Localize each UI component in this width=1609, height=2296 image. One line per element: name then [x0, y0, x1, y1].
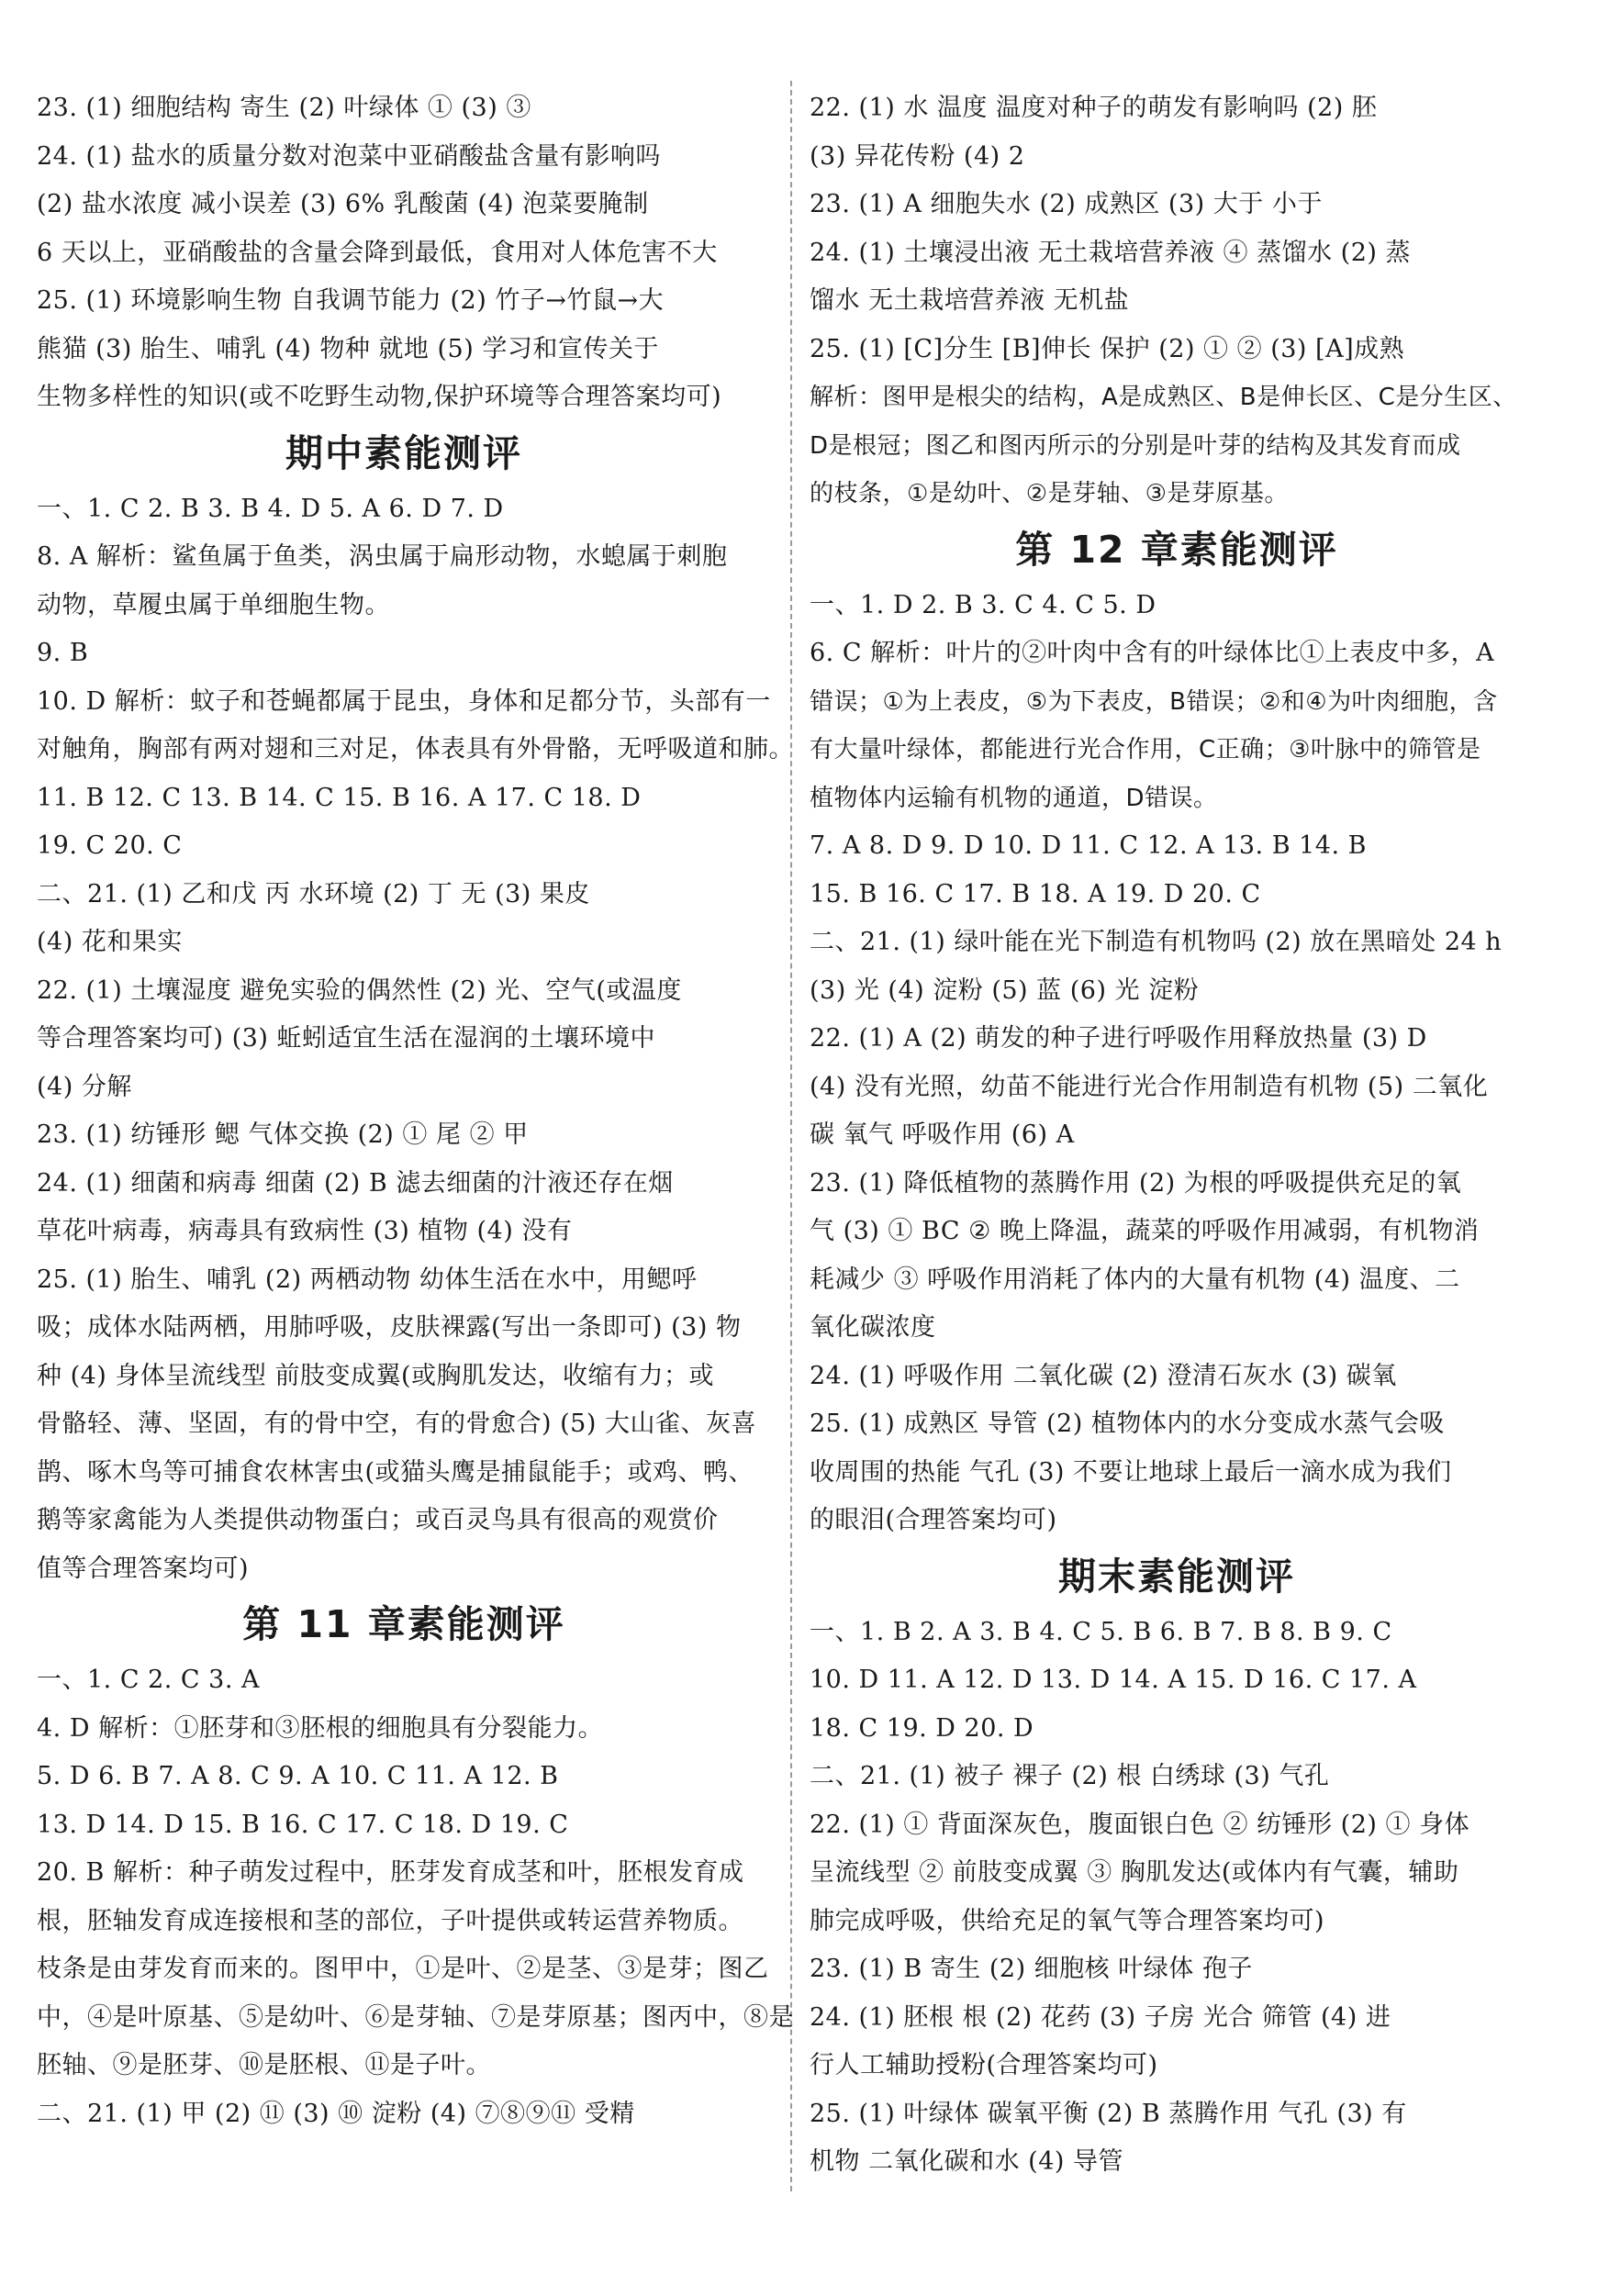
answer-line: 19. C 20. C	[37, 831, 183, 860]
answer-line: 一、1. B 2. A 3. B 4. C 5. B 6. B 7. B 8. B 9. C	[810, 1617, 1392, 1646]
answer-line: 二、21. (1) 甲 (2) ⑪ (3) ⑩ 淀粉 (4) ⑦⑧⑨⑪ 受精	[37, 2099, 635, 2128]
answer-line: 机物 二氧化碳和水 (4) 导管	[810, 2147, 1123, 2176]
answer-line: (4) 分解	[37, 1072, 132, 1101]
answer-line: 的枝条，①是幼叶、②是芽轴、③是芽原基。	[810, 480, 1289, 507]
section-title-midterm: 期中素能测评	[285, 430, 522, 475]
answer-line: 23. (1) 细胞结构 寄生 (2) 叶绿体 ① (3) ③	[37, 94, 531, 122]
answer-line: 错误；①为上表皮，⑤为下表皮，B错误；②和④为叶肉细胞，含	[810, 687, 1498, 716]
answer-line: 22. (1) 水 温度 温度对种子的萌发有影响吗 (2) 胚	[810, 94, 1378, 122]
answer-line: 25. (1) 环境影响生物 自我调节能力 (2) 竹子→竹鼠→大	[37, 286, 665, 315]
answer-line: 二、21. (1) 被子 裸子 (2) 根 白绣球 (3) 气孔	[810, 1762, 1330, 1790]
answer-line: 动物，草履虫属于单细胞生物。	[37, 590, 390, 619]
answer-line: (3) 异花传粉 (4) 2	[810, 141, 1025, 171]
answer-line: 24. (1) 盐水的质量分数对泡菜中亚硝酸盐含量有影响吗	[37, 141, 661, 171]
answer-line: 骨骼轻、薄、坚固，有的骨中空，有的骨愈合) (5) 大山雀、灰喜	[37, 1410, 756, 1438]
section-title-chapter-12: 第 12 章素能测评	[1015, 527, 1338, 572]
answer-line: 24. (1) 呼吸作用 二氧化碳 (2) 澄清石灰水 (3) 碳氧	[810, 1361, 1397, 1390]
answer-line: D是根冠；图乙和图丙所示的分别是叶芽的结构及其发育而成	[810, 431, 1461, 460]
answer-line: (4) 花和果实	[37, 928, 183, 956]
answer-line: (2) 盐水浓度 减小误差 (3) 6% 乳酸菌 (4) 泡菜要腌制	[37, 190, 649, 218]
answer-line: 20. B 解析：种子萌发过程中，胚芽发育成茎和叶，胚根发育成	[37, 1858, 744, 1887]
left-block-2	[37, 485, 794, 1594]
answer-line: 6 天以上，亚硝酸盐的含量会降到最低，食用对人体危害不大	[37, 238, 718, 267]
answer-line: (3) 光 (4) 淀粉 (5) 蓝 (6) 光 淀粉	[810, 975, 1200, 1005]
answer-line: 气 (3) ① BC ② 晚上降温，蔬菜的呼吸作用减弱，有机物消	[810, 1217, 1480, 1245]
answer-line: 22. (1) ① 背面深灰色，腹面银白色 ② 纺锤形 (2) ① 身体	[810, 1810, 1470, 1839]
answer-line: 11. B 12. C 13. B 14. C 15. B 16. A 17. C 18. D	[37, 783, 642, 812]
answer-line: 解析：图甲是根尖的结构，A是成熟区、B是伸长区、C是分生区、	[810, 384, 1517, 411]
answer-line: 24. (1) 土壤浸出液 无土栽培营养液 ④ 蒸馏水 (2) 蒸	[810, 238, 1412, 267]
answer-line: 9. B	[37, 639, 89, 667]
answer-line: 中，④是叶原基、⑤是幼叶、⑥是芽轴、⑦是芽原基；图丙中，⑧是	[37, 2002, 794, 2032]
left-column	[37, 84, 794, 2138]
answer-line: 鹊、啄木鸟等可捕食农林害虫(或猫头鹰是捕鼠能手；或鸡、鸭、	[37, 1457, 754, 1487]
answer-line: (4) 没有光照，幼苗不能进行光合作用制造有机物 (5) 二氧化	[810, 1072, 1489, 1101]
answer-line: 一、1. D 2. B 3. C 4. C 5. D	[810, 590, 1156, 619]
answer-line: 二、21. (1) 乙和戊 丙 水环境 (2) 丁 无 (3) 果皮	[37, 879, 590, 908]
answer-line: 24. (1) 细菌和病毒 细菌 (2) B 滤去细菌的汁液还存在烟	[37, 1168, 674, 1198]
answer-line: 22. (1) 土壤湿度 避免实验的偶然性 (2) 光、空气(或温度	[37, 975, 682, 1005]
left-block-1	[37, 84, 771, 422]
answer-line: 氧化碳浓度	[810, 1313, 936, 1342]
answer-line: 熊猫 (3) 胎生、哺乳 (4) 物种 就地 (5) 学习和宣传关于	[37, 334, 659, 363]
answer-line: 对触角，胸部有两对翅和三对足，体表具有外骨骼，无呼吸道和肺。	[37, 735, 794, 763]
answer-line: 等合理答案均可) (3) 蚯蚓适宜生活在湿润的土壤环境中	[37, 1024, 655, 1053]
answer-line: 的眼泪(合理答案均可)	[810, 1506, 1057, 1534]
answer-line: 8. A 解析：鲨鱼属于鱼类，涡虫属于扁形动物，水螅属于刺胞	[37, 542, 728, 571]
answer-line: 23. (1) 降低植物的蒸腾作用 (2) 为根的呼吸提供充足的氧	[810, 1168, 1462, 1198]
answer-line: 23. (1) A 细胞失水 (2) 成熟区 (3) 大于 小于	[810, 190, 1323, 218]
section-title-final: 期末素能测评	[1058, 1554, 1295, 1599]
answer-line: 23. (1) 纺锤形 鳃 气体交换 (2) ① 尾 ② 甲	[37, 1120, 529, 1149]
right-column	[810, 84, 1544, 2187]
answer-line: 收周围的热能 气孔 (3) 不要让地球上最后一滴水成为我们	[810, 1457, 1452, 1487]
answer-line: 一、1. C 2. B 3. B 4. D 5. A 6. D 7. D	[37, 494, 504, 523]
answer-line: 吸；成体水陆两栖，用肺呼吸，皮肤裸露(写出一条即可) (3) 物	[37, 1313, 742, 1342]
answer-line: 馏水 无土栽培营养液 无机盐	[810, 286, 1130, 315]
answer-line: 耗减少 ③ 呼吸作用消耗了体内的大量有机物 (4) 温度、二	[810, 1265, 1460, 1294]
answer-line: 生物多样性的知识(或不吃野生动物,保护环境等合理答案均可)	[37, 383, 722, 411]
answer-line: 7. A 8. D 9. D 10. D 11. C 12. A 13. B 14. B	[810, 831, 1367, 860]
answer-line: 5. D 6. B 7. A 8. C 9. A 10. C 11. A 12. B	[37, 1762, 559, 1790]
answer-line: 6. C 解析：叶片的②叶肉中含有的叶绿体比①上表皮中多，A	[810, 639, 1495, 667]
answer-line: 4. D 解析：①胚芽和③胚根的细胞具有分裂能力。	[37, 1713, 604, 1743]
answer-line: 24. (1) 胚根 根 (2) 花药 (3) 子房 光合 筛管 (4) 进	[810, 2002, 1391, 2032]
answer-line: 种 (4) 身体呈流线型 前肢变成翼(或胸肌发达，收缩有力；或	[37, 1361, 715, 1390]
answer-line: 值等合理答案均可)	[37, 1554, 250, 1583]
answer-line: 18. C 19. D 20. D	[810, 1713, 1034, 1743]
left-block-3	[37, 1656, 794, 2138]
answer-line: 25. (1) 叶绿体 碳氧平衡 (2) B 蒸腾作用 气孔 (3) 有	[810, 2099, 1407, 2128]
answer-line: 植物体内运输有机物的通道，D错误。	[810, 784, 1218, 812]
answer-line: 15. B 16. C 17. B 18. A 19. D 20. C	[810, 879, 1261, 908]
answer-line: 13. D 14. D 15. B 16. C 17. C 18. D 19. C	[37, 1810, 569, 1839]
right-block-2	[810, 582, 1544, 1545]
answer-line: 25. (1) 胎生、哺乳 (2) 两栖动物 幼体生活在水中，用鳃呼	[37, 1265, 698, 1294]
answer-line: 碳 氧气 呼吸作用 (6) A	[810, 1120, 1075, 1149]
answer-line: 草花叶病毒，病毒具有致病性 (3) 植物 (4) 没有	[37, 1217, 573, 1245]
answer-line: 25. (1) 成熟区 导管 (2) 植物体内的水分变成水蒸气会吸	[810, 1410, 1445, 1438]
answer-line: 二、21. (1) 绿叶能在光下制造有机物吗 (2) 放在黑暗处 24 h	[810, 928, 1503, 956]
answer-line: 肺完成呼吸，供给充足的氧气等合理答案均可)	[810, 1906, 1325, 1935]
right-block-3	[810, 1609, 1544, 2187]
answer-line: 有大量叶绿体，都能进行光合作用，C正确；③叶脉中的筛管是	[810, 736, 1481, 763]
answer-line: 22. (1) A (2) 萌发的种子进行呼吸作用释放热量 (3) D	[810, 1024, 1427, 1053]
answer-line: 鹅等家禽能为人类提供动物蛋白；或百灵鸟具有很高的观赏价	[37, 1506, 719, 1534]
answer-line: 胚轴、⑨是胚芽、⑩是胚根、⑪是子叶。	[37, 2051, 491, 2079]
column-divider	[790, 81, 792, 2191]
section-title-chapter-11: 第 11 章素能测评	[242, 1602, 565, 1646]
answer-line: 10. D 解析：蚊子和苍蝇都属于昆虫，身体和足都分节，头部有一	[37, 686, 771, 716]
right-block-1	[810, 84, 1544, 518]
answer-line: 23. (1) B 寄生 (2) 细胞核 叶绿体 孢子	[810, 1955, 1253, 1983]
answer-line: 枝条是由芽发育而来的。图甲中，①是叶、②是茎、③是芽；图乙	[37, 1955, 769, 1983]
answer-line: 呈流线型 ② 前肢变成翼 ③ 胸肌发达(或体内有气囊，辅助	[810, 1858, 1459, 1887]
answer-line: 根，胚轴发育成连接根和茎的部位，子叶提供或转运营养物质。	[37, 1906, 743, 1935]
answer-line: 一、1. C 2. C 3. A	[37, 1666, 261, 1694]
answer-line: 行人工辅助授粉(合理答案均可)	[810, 2051, 1158, 2079]
answer-line: 25. (1) [C]分生 [B]伸长 保护 (2) ① ② (3) [A]成熟	[810, 334, 1405, 363]
answer-line: 10. D 11. A 12. D 13. D 14. A 15. D 16. C 17. A	[810, 1666, 1417, 1694]
